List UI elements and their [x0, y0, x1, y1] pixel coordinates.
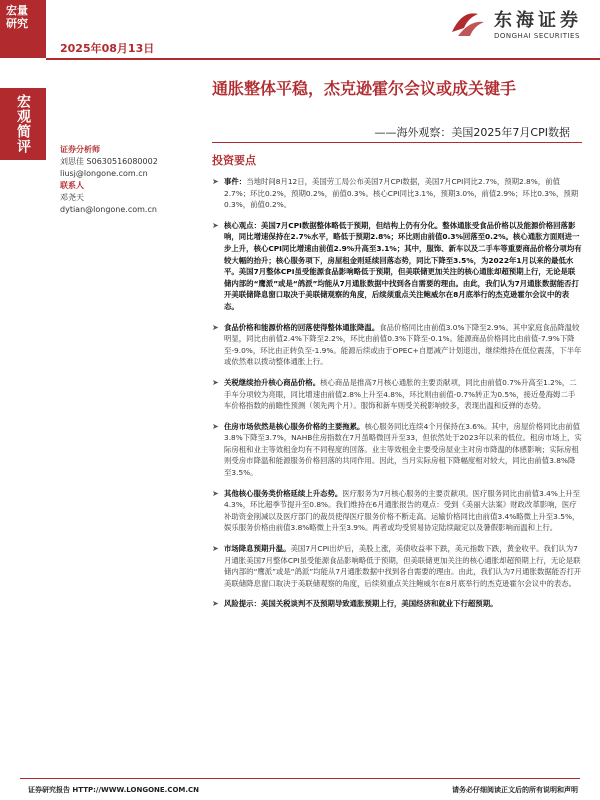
- logo-name-cn: 东海证券: [494, 10, 582, 31]
- report-type-line-2: 研究: [6, 17, 28, 30]
- title-divider: [212, 142, 582, 143]
- list-item: ➤ 住房市场依然是核心服务价格的主要拖累。核心服务同比连续4个月保持在3.6%。其中，房屋价格同比由前值3.8%下降至3.7%，NAHB住房指数在7月虽略微回升至33，但依然处于2023年以来的低位。租房市场上，实际房租和业主等效租金均有不同程度的回落。业主等效租金主要受房屋业主对房市降温的体感影响；实际房租则受房市降温和能源服务价格回落的共同作用。因此，当月实际房租下降幅度相对较大，同比由前值3.8%降至3.5%。: [212, 421, 582, 478]
- bullet-arrow-icon: ➤: [212, 421, 219, 431]
- list-item: ➤ 事件：当地时间8月12日，美国劳工局公布美国7月CPI数据，美国7月CPI同比2.7%，预期2.8%，前值2.7%；环比0.2%，预期0.2%，前值0.3%。核心CPI同比3.1%，预期3.0%，前值2.9%；环比0.3%，预期0.3%，前值0.2%。: [212, 177, 579, 210]
- contact-email: dytian@longone.com.cn: [60, 205, 157, 214]
- list-item: ➤ 市场降息预期升温。美国7月CPI出炉后，美股上涨，美债收益率下跌，美元指数下跌，黄金收平。我们认为7月通胀美国7月整体CPI虽受能源食品影响略低于预期，但美联储更加关注的核心通胀却超预期上行，无论是联储内部的“鹰派”或是“鸽派”均能从7月通胀数据中找到各自需要的理由。由此，我们认为7月通胀数据能否打开美联储降息窗口取决于美联储观察的角度，后续须重点关注鲍威尔在8月底举行的杰克逊霍尔会议中的表态。: [212, 544, 582, 588]
- list-item: ➤ 风险提示：美国关税谈判不及预期导致通胀预期上行，美国经济和就业下行超预期。: [212, 599, 498, 609]
- analyst-info: [60, 144, 200, 216]
- report-type-tag: [0, 0, 46, 58]
- report-title: 通胀整体平稳，杰克逊霍尔会议或成关键手: [212, 79, 517, 98]
- left-sidebar-bar: [0, 0, 46, 800]
- footer-disclaimer: 请务必仔细阅读正文后的所有说明和声明: [452, 786, 578, 794]
- report-date: 2025年08月13日: [60, 42, 155, 55]
- list-item: ➤ 关税继续抬升核心商品价格。核心商品是推高7月核心通胀的主要贡献项，同比由前值0.7%升高至1.2%，二手车分项较为亮眼，同比增速由前值2.8%上升至4.8%，环比则由前值-0.7%转正为0.5%，接近曼海姆二手车价格指数的前瞻性预测（领先两个月）。服饰和新车则受关税影响较多，表现出温和反弹的态势。: [212, 377, 577, 411]
- header-divider: [46, 58, 600, 60]
- section-title: 投资要点: [212, 154, 256, 167]
- contact-name: 邓尧天: [60, 193, 84, 202]
- report-subtitle: ——海外观察：美国2025年7月CPI数据: [374, 126, 570, 139]
- bullet-arrow-icon: ➤: [212, 377, 219, 387]
- analyst-label: 证券分析师: [60, 145, 100, 154]
- company-logo: [448, 6, 582, 40]
- report-category: 宏观简评: [0, 88, 46, 160]
- bullet-arrow-icon: ➤: [212, 322, 219, 332]
- bullet-arrow-icon: ➤: [212, 599, 219, 609]
- report-type-line-1: 宏量: [6, 4, 28, 17]
- footer-website: 证券研究报告 HTTP://WWW.LONGONE.COM.CN: [28, 786, 200, 794]
- bullet-arrow-icon: ➤: [212, 220, 219, 230]
- footer-divider: [20, 778, 580, 779]
- donghai-logo-icon: [448, 6, 488, 40]
- bullet-arrow-icon: ➤: [212, 544, 219, 554]
- analyst-email: liusj@longone.com.cn: [60, 169, 148, 178]
- list-item: ➤ 其他核心服务类价格延续上升态势。医疗服务为7月核心服务的主要贡献项。医疗服务同比由前值3.4%上升至4.3%，环比超季节提升至0.8%。我们维持在6月通胀报告的观点：受到《美丽大法案》财政改革影响，医疗补助资金削减以及医疗部门的裁员使得医疗服务价格不断走高。运输价格同比由前值3.4%略微上升至3.5%，娱乐服务价格由前值3.8%略微上升至3.9%。两者或均受贸易协定陆续敲定以及暑假影响而温和上行。: [212, 488, 581, 533]
- logo-name-en: DONGHAI SECURITIES: [494, 32, 580, 40]
- analyst-name: 刘思佳 S0630516080002: [60, 157, 158, 166]
- contact-label: 联系人: [60, 181, 84, 190]
- bullet-arrow-icon: ➤: [212, 488, 219, 498]
- bullet-arrow-icon: ➤: [212, 177, 219, 186]
- list-item: ➤ 核心观点：美国7月CPI数据整体略低于预期，但结构上仍有分化。整体通胀受食品价格以及能源价格回落影响，同比增速保持在2.7%水平，略低于预期2.8%；环比则由前值0.3%回落至0.2%。核心通胀方面则进一步上升，核心CPI同比增速由前值2.9%升高至3.1%；其中，服饰、新车以及二手车等重要商品价格分项均有较大幅的抬升；核心服务项下，房屋租金则延续回落态势，同比下降至3.5%，为2022年1月以来的最低水平。美国7月整体CPI虽受能源食品影响略低于预期，但美联储更加关注的核心通胀却超预期上行，无论是联储内部的“鹰派”或是“鸽派”均能从7月通胀数据中找到各自需要的理由。由此，我们认为7月通胀数据能否打开美联储降息窗口取决于美联储观察的角度，后续须重点关注鲍威尔在8月底举行的杰克逊霍尔会议中的表态。: [212, 220, 582, 311]
- key-points-list: [212, 176, 582, 619]
- list-item: ➤ 食品价格和能源价格的回落使得整体通胀降温。食品价格同比由前值3.0%下降至2.9%。其中家庭食品降温较明显，同比由前值2.4%下降至2.2%，环比由前值0.3%下降至-0.1%。能源商品价格同比由前值-7.9%下降至-9.0%，环比由正转负至-1.9%。能源后续或由于OPEC+自愿减产计划退出，继续维持在低位震荡，下半年或依然难以拨动整体通胀上行。: [212, 322, 582, 367]
